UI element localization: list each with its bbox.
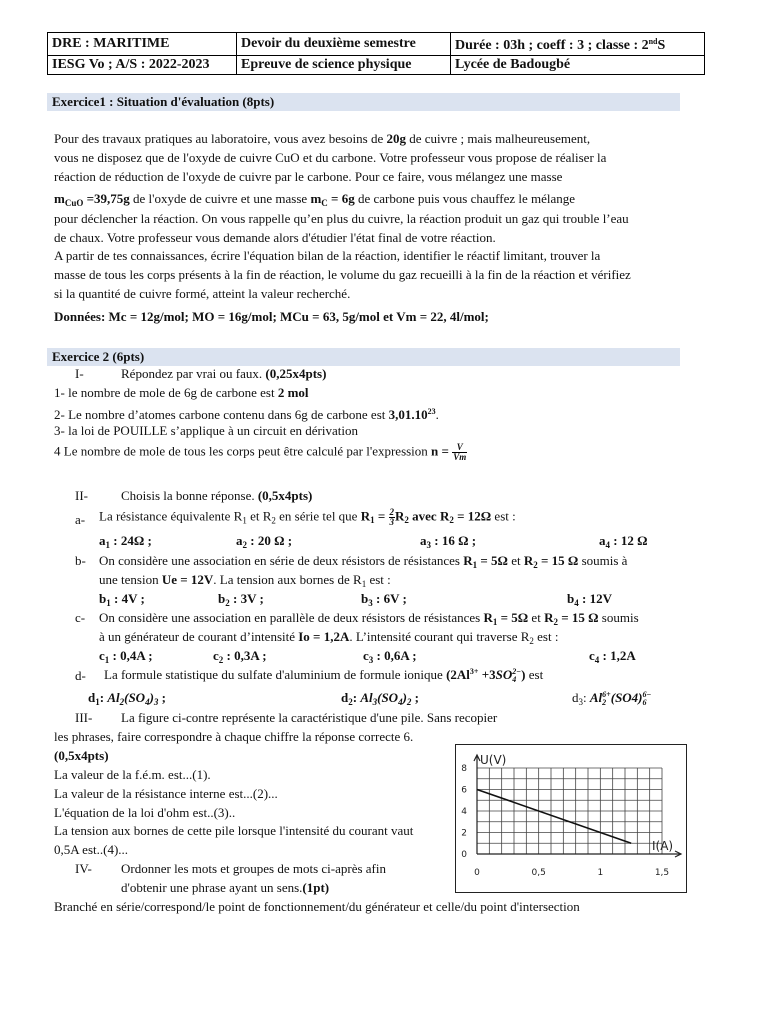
question-c-text-1: On considère une association en parallèle de deux résistors de résistances $R_1 = 5\Omega$ et $R_2 = 15$ Ω soumis xyxy=(99,610,639,627)
option-b4: $b_4$ : 12V xyxy=(567,591,612,608)
part-III-statement-4a: La tension aux bornes de cette pile lorsque l'intensité du courant vaut xyxy=(54,823,414,838)
ex1-line-9: si la quantité de cuivre formé, atteint la valeur recherché. xyxy=(54,286,351,301)
option-c1: $c_1$ : 0,4A ; xyxy=(99,648,153,665)
question-d-text: La formule statistique du sulfate d'aluminium de formule ionique ($2Al^{3+} +3SO$ 2− 4 ) est xyxy=(104,667,544,685)
pile-characteristic-chart xyxy=(455,744,687,893)
question-a-text: La résistance équivalente $R_1$ et $R_2$ en série tel que $R_1$ = $\frac{2}{3}$ $R_2$ avec $R_2 = 12\Omega$ est : xyxy=(99,507,516,527)
question-c-text-2: à un générateur de courant d’intensité Io = 1,2A. L’intensité courant qui traverse $R_2$ est : xyxy=(99,629,559,646)
chart-x-tick-label: 0 xyxy=(474,868,480,878)
ex1-line-2: vous ne disposez que de l'oxyde de cuivre CuO et du carbone. Votre professeur vous propose de réaliser la xyxy=(54,150,607,165)
ex1-line-7: A partir de tes connaissances, écrire l'équation bilan de la réaction, identifier le réactif limitant, trouver la xyxy=(54,248,601,263)
question-d-label: d- xyxy=(75,668,86,683)
header-table xyxy=(47,32,705,75)
chart-x-tick-label: 1,5 xyxy=(654,868,670,878)
question-4: 4 Le nombre de mole de tous les corps peut être calculé par l'expression n = $\frac{V}{Vm}$ xyxy=(54,442,467,462)
question-b-label: b- xyxy=(75,553,86,568)
option-a3: $a_3$ : 16 Ω ; xyxy=(420,533,477,550)
part-III-statement-2: La valeur de la résistance interne est...(2)... xyxy=(54,786,278,801)
question-1: 1- le nombre de mole de 6g de carbone est 2 mol xyxy=(54,385,309,400)
exercise2-title: Exercice 2 (6pts) xyxy=(52,349,145,364)
option-b1: $b_1$ : 4V ; xyxy=(99,591,145,608)
chart-y-tick-label: 2 xyxy=(461,828,467,839)
option-d2: $d_2$: $Al_3(SO_4)_2$ ; xyxy=(341,690,420,707)
part-IV-text-1: Ordonner les mots et groupes de mots ci-après afin xyxy=(121,861,386,876)
chart-y-tick-label: 0 xyxy=(461,850,467,860)
question-b-text-1: On considère une association en série de deux résistors de résistances $R_1 = 5\Omega$ et $R_2 = 15$ Ω soumis à xyxy=(99,553,628,570)
part-III-statement-1: La valeur de la f.é.m. est...(1). xyxy=(54,767,211,782)
header-cell-lycee: Lycée de Badougbé xyxy=(451,56,705,75)
option-c4: $c_4$ : 1,2A xyxy=(589,648,636,665)
ex1-line-4: $m_{CuO} =39,75g$ de l'oxyde de cuivre et une masse $m_C = 6g$ de carbone puis vous chauffez le mélange xyxy=(54,191,576,208)
question-3: 3- la loi de POUILLE s’applique à un circuit en dérivation xyxy=(54,423,358,438)
part-I-instruction: Répondez par vrai ou faux. (0,25x4pts) xyxy=(121,366,327,381)
header-cell-dre: DRE : MARITIME xyxy=(48,33,237,56)
part-III-text: La figure ci-contre représente la caractéristique d'une pile. Sans recopier xyxy=(121,710,498,725)
question-2: 2- Le nombre d’atomes carbone contenu dans 6g de carbone est 3,01.10$^{23}$. xyxy=(54,407,439,422)
part-II-instruction: Choisis la bonne réponse. (0,5x4pts) xyxy=(121,488,313,503)
ex1-line-6: de chaux. Votre professeur vous demande alors d'étudier l'état final de votre réaction. xyxy=(54,230,496,245)
part-III-statement-3: L'équation de la loi d'ohm est..(3).. xyxy=(54,805,236,820)
ex1-data-line: Données: Mc = 12g/mol; MO = 16g/mol; MCu = 63, 5g/mol et Vm = 22, 4l/mol; xyxy=(54,309,489,324)
header-cell-iesg: IESG Vo ; A/S : 2022-2023 xyxy=(48,56,237,75)
ex1-line-3: réaction de réduction de l'oxyde de cuivre par le carbone. Pour ce faire, vous mélangez une masse xyxy=(54,169,563,184)
exercise2-title-band xyxy=(47,348,680,366)
option-c2: $c_2$ : 0,3A ; xyxy=(213,648,267,665)
option-a2: $a_2$ : 20 Ω ; xyxy=(236,533,293,550)
part-III-statement-4b: 0,5A est..(4)... xyxy=(54,842,129,857)
question-c-label: c- xyxy=(75,610,86,625)
ex1-line-5: pour déclencher la réaction. On vous rappelle qu’en plus du cuivre, la réaction produit un gaz qui trouble l’eau xyxy=(54,211,629,226)
header-cell-duree: Durée : 03h ; coeff : 3 ; classe : 2ndS xyxy=(451,33,705,56)
ex1-line-1: Pour des travaux pratiques au laboratoire, vous avez besoins de 20g de cuivre ; mais malheureusement, xyxy=(54,131,591,146)
chart-y-tick-label: 8 xyxy=(461,764,467,774)
part-IV-text-2: d'obtenir une phrase ayant un sens.(1pt) xyxy=(121,880,330,895)
option-a1: $a_1$ : 24Ω ; xyxy=(99,533,152,550)
chart-y-axis-label: U(V) xyxy=(480,753,507,767)
question-a-label: a- xyxy=(75,512,86,527)
part-II-number: II- xyxy=(75,488,88,503)
part-III-line-2: les phrases, faire correspondre à chaque chiffre la réponse correcte 6. xyxy=(54,729,414,744)
chart-y-tick-label: 4 xyxy=(461,807,467,817)
part-IV-words: Branché en série/correspond/le point de fonctionnement/du générateur et celle/du point d'intersection xyxy=(54,899,580,914)
header-cell-devoir: Devoir du deuxième semestre xyxy=(237,33,451,56)
part-III-points: (0,5x4pts) xyxy=(54,748,109,763)
question-b-text-2: une tension Ue = 12V. La tension aux bornes de $R_1$ est : xyxy=(99,572,391,589)
part-IV-number: IV- xyxy=(75,861,92,876)
header-cell-epreuve: Epreuve de science physique xyxy=(237,56,451,75)
chart-x-tick-label: 1 xyxy=(597,868,604,878)
option-d1: $d_1$: $Al_2(SO_4)_3$ ; xyxy=(88,690,167,707)
option-b2: $b_2$ : 3V ; xyxy=(218,591,264,608)
option-a4: $a_4$ : 12 Ω xyxy=(599,533,648,550)
option-b3: $b_3$ : 6V ; xyxy=(361,591,407,608)
part-I-number: I- xyxy=(75,366,84,381)
exercise1-title-band xyxy=(47,93,680,111)
chart-x-axis-label: I(A) xyxy=(652,839,674,853)
ex1-line-8: masse de tous les corps présents à la fin de réaction, le volume du gaz recueilli à la fin de la réaction et vérifiez xyxy=(54,267,631,282)
exercise1-title: Exercice1 : Situation d'évaluation (8pts) xyxy=(52,94,275,109)
chart-x-tick-label: 0,5 xyxy=(531,868,546,878)
chart-y-tick-label: 6 xyxy=(461,785,467,796)
option-c3: $c_3$ : 0,6A ; xyxy=(363,648,417,665)
part-III-number: III- xyxy=(75,710,93,725)
option-d3: $d_3$: Al 6+ 2 (SO4) 6− 6 xyxy=(572,690,652,708)
